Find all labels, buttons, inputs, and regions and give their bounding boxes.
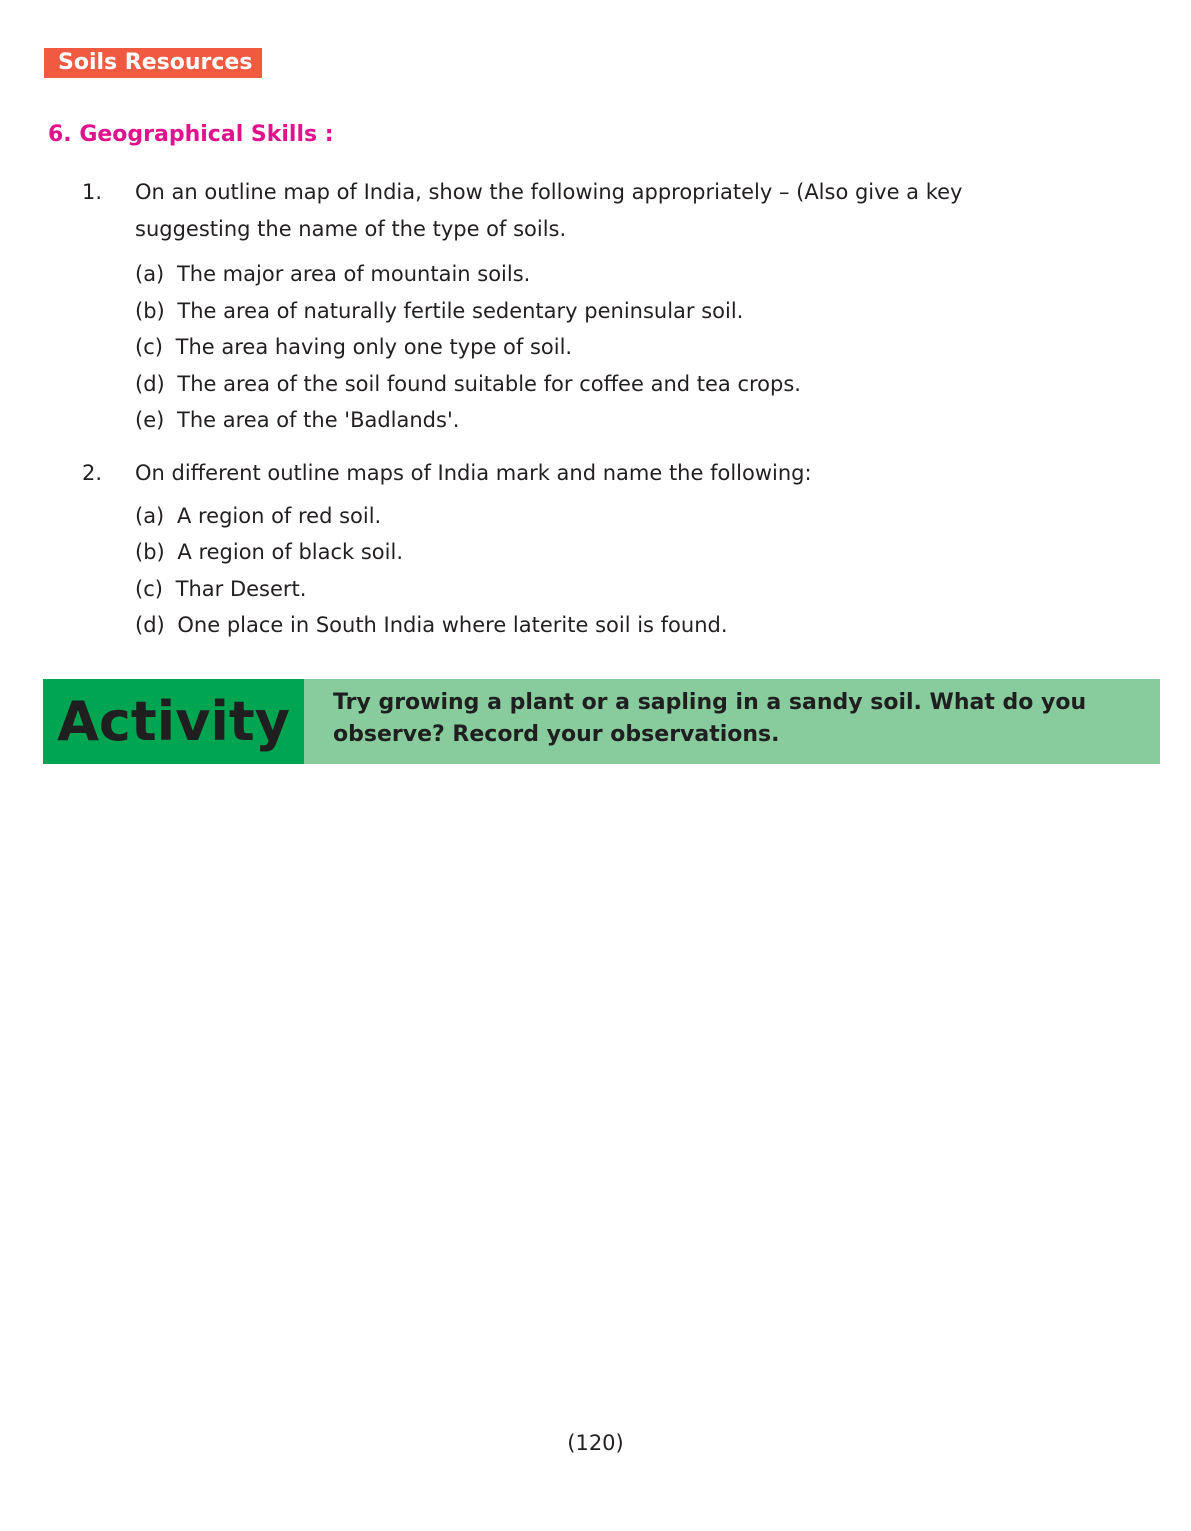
question-part [135, 501, 381, 531]
question-part [135, 405, 459, 435]
part-text: Thar Desert. [175, 577, 307, 601]
question-number: 2. [82, 461, 103, 485]
question-part [135, 259, 530, 289]
page-number: (120) [567, 1431, 624, 1455]
part-text: A region of black soil. [177, 540, 404, 564]
chapter-tag: Soils Resources [44, 48, 262, 78]
part-label: (e) [135, 408, 165, 432]
question-part [135, 332, 572, 362]
question-part [135, 574, 306, 604]
part-label: (d) [135, 613, 165, 637]
part-label: (a) [135, 262, 165, 286]
activity-box [43, 679, 1160, 764]
part-text: One place in South India where laterite soil is found. [177, 613, 728, 637]
question-text-line: On an outline map of India, show the following appropriately – (Also give a key [135, 180, 963, 204]
part-label: (a) [135, 504, 165, 528]
question-part [135, 537, 403, 567]
question-number: 1. [82, 180, 103, 204]
part-text: A region of red soil. [176, 504, 382, 528]
question-part [135, 296, 743, 326]
part-text: The area having only one type of soil. [175, 335, 573, 359]
part-label: (b) [135, 299, 165, 323]
part-text: The major area of mountain soils. [176, 262, 531, 286]
question-part [135, 369, 801, 399]
part-label: (c) [135, 577, 163, 601]
part-label: (d) [135, 372, 165, 396]
question-text-line: On different outline maps of India mark and name the following: [135, 461, 812, 485]
question-text-line: suggesting the name of the type of soils. [135, 217, 567, 241]
question-part [135, 610, 728, 640]
part-text: The area of the soil found suitable for coffee and tea crops. [177, 372, 801, 396]
activity-label: Activity [43, 679, 304, 764]
part-label: (b) [135, 540, 165, 564]
activity-text: Try growing a plant or a sapling in a sandy soil. What do you observe? Record your observations. [333, 690, 1087, 747]
part-label: (c) [135, 335, 163, 359]
section-title: 6. Geographical Skills : [48, 122, 334, 147]
part-text: The area of the 'Badlands'. [177, 408, 460, 432]
part-text: The area of naturally fertile sedentary peninsular soil. [177, 299, 744, 323]
